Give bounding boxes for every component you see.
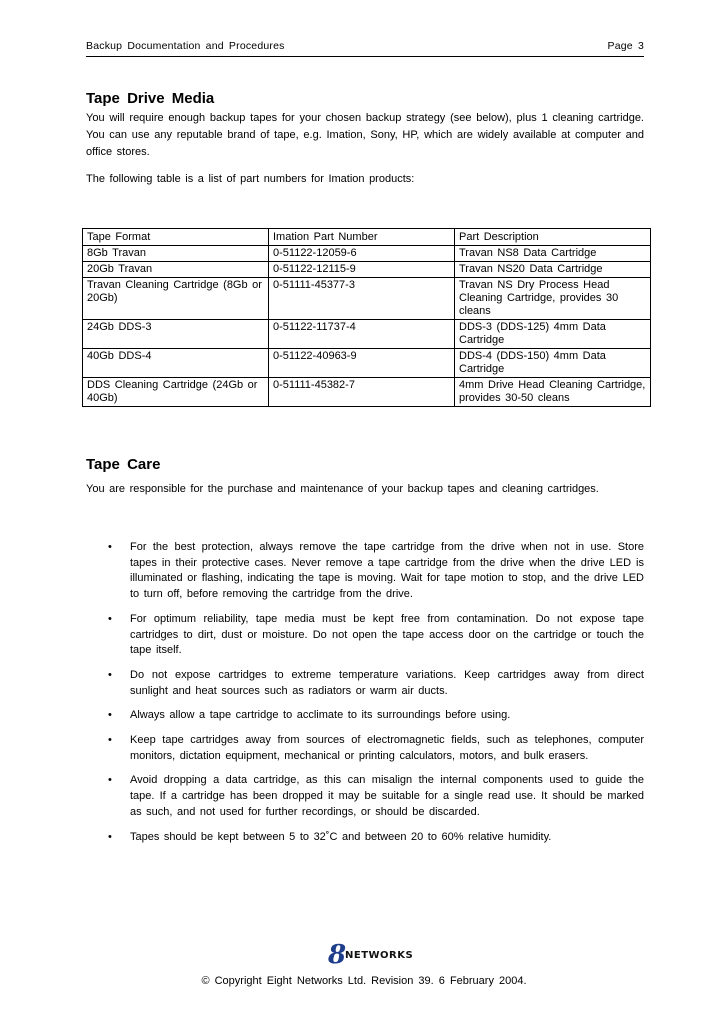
tape-care-heading: Tape Care bbox=[86, 456, 161, 473]
bullet-icon: • bbox=[108, 612, 112, 625]
list-item bbox=[108, 540, 644, 603]
table-cell: 0-51122-12059-6 bbox=[269, 246, 455, 262]
table-cell: 0-51122-11737-4 bbox=[269, 320, 455, 349]
bullet-icon: • bbox=[108, 734, 112, 747]
page-header bbox=[86, 40, 644, 56]
column-header: Tape Format bbox=[83, 229, 269, 246]
bullet-icon: • bbox=[108, 774, 112, 787]
table-cell: Travan NS20 Data Cartridge bbox=[455, 262, 651, 278]
bullet-icon: • bbox=[108, 830, 112, 843]
list-item-text: For optimum reliability, tape media must be kept free from contamination. Do not expose tape cartridges to dirt, dust or moisture. Do not open the tape access door on the cartridge or touch the tape itself. bbox=[130, 612, 644, 657]
table-cell: 20Gb Travan bbox=[83, 262, 269, 278]
table-row bbox=[83, 262, 651, 278]
table-row bbox=[83, 278, 651, 320]
list-item-text: Do not expose cartridges to extreme temperature variations. Keep cartridges away from direct sunlight and heat sources such as radiators or warm air ducts. bbox=[130, 668, 644, 697]
document-title: Backup Documentation and Procedures bbox=[86, 40, 285, 52]
table-cell: 24Gb DDS-3 bbox=[83, 320, 269, 349]
table-cell: Travan Cleaning Cartridge (8Gb or 20Gb) bbox=[83, 278, 269, 320]
table-cell: 0-51122-12115-9 bbox=[269, 262, 455, 278]
column-header: Imation Part Number bbox=[269, 229, 455, 246]
logo-wordmark: NETWORKS bbox=[345, 950, 414, 961]
table-row bbox=[83, 246, 651, 262]
table-row bbox=[83, 349, 651, 378]
list-item bbox=[108, 773, 644, 820]
list-item-text: Tapes should be kept between 5 to 32˚C and between 20 to 60% relative humidity. bbox=[130, 830, 552, 843]
table-cell: DDS-4 (DDS-150) 4mm Data Cartridge bbox=[455, 349, 651, 378]
list-item-text: Always allow a tape cartridge to acclimate to its surroundings before using. bbox=[130, 709, 511, 722]
list-item bbox=[108, 612, 644, 659]
list-item bbox=[108, 733, 644, 764]
eight-networks-logo bbox=[328, 940, 418, 970]
table-cell: 0-51111-45377-3 bbox=[269, 278, 455, 320]
table-cell: 4mm Drive Head Cleaning Cartridge, provides 30-50 cleans bbox=[455, 378, 651, 407]
list-item bbox=[108, 708, 644, 724]
copyright-footer: © Copyright Eight Networks Ltd. Revision 39. 6 February 2004. bbox=[201, 975, 527, 987]
table-cell: 8Gb Travan bbox=[83, 246, 269, 262]
tape-care-list bbox=[108, 540, 644, 854]
bullet-icon: • bbox=[108, 541, 112, 553]
imation-parts-table bbox=[82, 228, 651, 407]
table-intro: The following table is a list of part numbers for Imation products: bbox=[86, 173, 415, 185]
tape-care-intro: You are responsible for the purchase and maintenance of your backup tapes and cleaning cartridges. bbox=[86, 483, 599, 495]
table-cell: Travan NS Dry Process Head Cleaning Cartridge, provides 30 cleans bbox=[455, 278, 651, 320]
table-cell: 0-51122-40963-9 bbox=[269, 349, 455, 378]
list-item bbox=[108, 668, 644, 699]
table-cell: DDS-3 (DDS-125) 4mm Data Cartridge bbox=[455, 320, 651, 349]
list-item-text: Avoid dropping a data cartridge, as this can misalign the internal components used to guide the tape. If a cartridge has been dropped it may be suitable for a single read use. It should be marked as such, and not used for further recordings, or should be discarded. bbox=[130, 774, 644, 818]
bullet-icon: • bbox=[108, 668, 112, 681]
header-divider bbox=[86, 56, 644, 57]
table-cell: DDS Cleaning Cartridge (24Gb or 40Gb) bbox=[83, 378, 269, 407]
tape-drive-media-heading: Tape Drive Media bbox=[86, 90, 215, 107]
table-header-row bbox=[83, 229, 651, 246]
column-header: Part Description bbox=[455, 229, 651, 246]
table-cell: Travan NS8 Data Cartridge bbox=[455, 246, 651, 262]
table-cell: 40Gb DDS-4 bbox=[83, 349, 269, 378]
list-item-text: Keep tape cartridges away from sources of electromagnetic fields, such as telephones, computer monitors, dictation equipment, mechanical or printing calculators, motors, and bulk erasers. bbox=[130, 734, 644, 762]
list-item bbox=[108, 830, 644, 846]
table-row bbox=[83, 320, 651, 349]
page-number: Page 3 bbox=[607, 40, 644, 52]
table-row bbox=[83, 378, 651, 407]
bullet-icon: • bbox=[108, 709, 112, 722]
logo-digit: 8 bbox=[328, 940, 347, 970]
list-item-text: For the best protection, always remove the tape cartridge from the drive when not in use. Store tapes in their protective cases. Never remove a tape cartridge from the drive when the drive LED is illuminated or flashing, indicating the tape is moving. Wait for tape motion to stop, and the drive LED to turn off, before removing the cartridge from the drive. bbox=[130, 541, 644, 601]
tape-drive-media-intro: You will require enough backup tapes for your chosen backup strategy (see below), plus 1 cleaning cartridge. You can use any reputable brand of tape, e.g. Imation, Sony, HP, which are widely available at computer and office stores. bbox=[86, 112, 644, 158]
table-cell: 0-51111-45382-7 bbox=[269, 378, 455, 407]
